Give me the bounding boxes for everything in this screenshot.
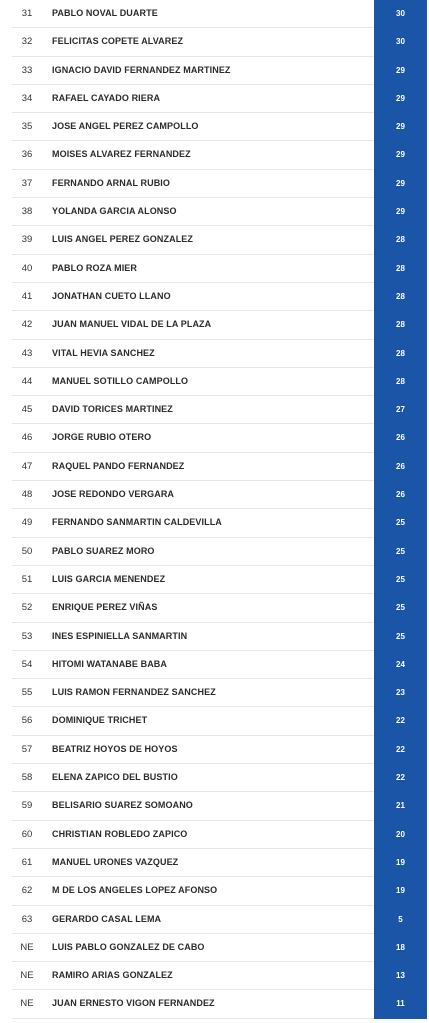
player-name-cell: RAQUEL PANDO FERNANDEZ bbox=[52, 460, 185, 471]
table-row bbox=[12, 538, 427, 566]
player-name-cell: LUIS PABLO GONZALEZ DE CABO bbox=[52, 941, 205, 952]
points-cell: 19 bbox=[374, 877, 427, 905]
player-name-cell: VITAL HEVIA SANCHEZ bbox=[52, 347, 155, 358]
points-cell: 11 bbox=[374, 990, 427, 1018]
position-cell: 31 bbox=[21, 8, 33, 19]
points-cell: 30 bbox=[374, 0, 427, 28]
player-name-cell: JOSE REDONDO VERGARA bbox=[52, 489, 175, 500]
table-row bbox=[12, 934, 427, 962]
position-cell: 37 bbox=[21, 177, 33, 189]
player-name-cell: PABLO ROZA MIER bbox=[52, 262, 137, 273]
player-name-cell: MOISES ALVAREZ FERNANDEZ bbox=[52, 149, 191, 160]
player-name-cell: GERARDO CASAL LEMA bbox=[52, 913, 162, 924]
position-cell: 52 bbox=[21, 602, 33, 614]
player-name-cell: ELENA ZAPICO DEL BUSTIO bbox=[52, 772, 178, 783]
position-cell: NE bbox=[20, 998, 34, 1010]
table-row bbox=[12, 0, 427, 28]
table-row bbox=[12, 85, 427, 113]
position-cell: 51 bbox=[21, 573, 33, 585]
player-name-cell: M DE LOS ANGELES LOPEZ AFONSO bbox=[52, 885, 218, 896]
player-name-cell: BEATRIZ HOYOS DE HOYOS bbox=[52, 743, 178, 754]
points-cell: 25 bbox=[374, 594, 427, 622]
position-cell: 32 bbox=[21, 36, 33, 48]
points-cell: 20 bbox=[374, 821, 427, 849]
player-name-cell: JORGE RUBIO OTERO bbox=[52, 432, 152, 443]
points-cell: 26 bbox=[374, 453, 427, 481]
points-cell: 25 bbox=[374, 566, 427, 594]
points-cell: 27 bbox=[374, 396, 427, 424]
points-cell: 29 bbox=[374, 113, 427, 141]
points-cell: 30 bbox=[374, 28, 427, 56]
table-row bbox=[12, 28, 427, 56]
player-name-cell: FERNANDO ARNAL RUBIO bbox=[52, 177, 170, 188]
player-name-cell: YOLANDA GARCIA ALONSO bbox=[52, 206, 177, 217]
points-cell: 21 bbox=[374, 792, 427, 820]
table-row bbox=[12, 962, 427, 990]
position-cell: 45 bbox=[21, 404, 33, 416]
player-name-cell: MANUEL SOTILLO CAMPOLLO bbox=[52, 375, 189, 386]
table-row bbox=[12, 255, 427, 283]
table-row bbox=[12, 396, 427, 424]
points-cell: 28 bbox=[374, 340, 427, 368]
player-name-cell: JUAN MANUEL VIDAL DE LA PLAZA bbox=[52, 319, 212, 330]
table-row bbox=[12, 424, 427, 452]
position-cell: 39 bbox=[21, 234, 33, 246]
points-cell: 29 bbox=[374, 85, 427, 113]
points-cell: 29 bbox=[374, 170, 427, 198]
position-cell: 55 bbox=[21, 687, 33, 699]
position-cell: 53 bbox=[21, 630, 33, 642]
position-cell: 48 bbox=[21, 489, 33, 501]
player-name-cell: LUIS GARCIA MENENDEZ bbox=[52, 573, 166, 584]
table-row bbox=[12, 198, 427, 226]
points-cell: 29 bbox=[374, 57, 427, 85]
position-cell: 44 bbox=[21, 375, 33, 387]
table-row bbox=[12, 792, 427, 820]
table-row bbox=[12, 226, 427, 254]
table-row bbox=[12, 736, 427, 764]
position-cell: 41 bbox=[21, 290, 33, 302]
table-row bbox=[12, 481, 427, 509]
points-cell: 23 bbox=[374, 679, 427, 707]
points-cell: 19 bbox=[374, 849, 427, 877]
position-cell: 47 bbox=[21, 460, 33, 472]
points-cell: 25 bbox=[374, 623, 427, 651]
table-row bbox=[12, 990, 427, 1018]
player-name-cell: MANUEL URONES VAZQUEZ bbox=[52, 856, 179, 867]
position-cell: 42 bbox=[21, 319, 33, 331]
position-cell: 61 bbox=[21, 856, 33, 868]
player-name-cell: RAMIRO ARIAS GONZALEZ bbox=[52, 970, 173, 981]
points-cell: 26 bbox=[374, 481, 427, 509]
points-cell: 24 bbox=[374, 651, 427, 679]
player-name-cell: DAVID TORICES MARTINEZ bbox=[52, 404, 173, 415]
table-row bbox=[12, 340, 427, 368]
table-row bbox=[12, 764, 427, 792]
table-row bbox=[12, 679, 427, 707]
position-cell: 60 bbox=[21, 828, 33, 840]
player-name-cell: CHRISTIAN ROBLEDO ZAPICO bbox=[52, 828, 188, 839]
points-cell: 29 bbox=[374, 141, 427, 169]
player-name-cell: IGNACIO DAVID FERNANDEZ MARTINEZ bbox=[52, 64, 231, 75]
points-cell: 29 bbox=[374, 198, 427, 226]
position-cell: 40 bbox=[21, 262, 33, 274]
points-cell: 28 bbox=[374, 226, 427, 254]
position-cell: 58 bbox=[21, 772, 33, 784]
position-cell: 63 bbox=[21, 913, 33, 925]
table-row bbox=[12, 453, 427, 481]
points-cell: 28 bbox=[374, 255, 427, 283]
points-cell: 22 bbox=[374, 736, 427, 764]
table-row bbox=[12, 566, 427, 594]
position-cell: 33 bbox=[21, 64, 33, 76]
points-cell: 13 bbox=[374, 962, 427, 990]
position-cell: 62 bbox=[21, 885, 33, 897]
position-cell: 57 bbox=[21, 743, 33, 755]
points-cell: 5 bbox=[374, 906, 427, 934]
position-cell: 34 bbox=[21, 92, 33, 104]
standings-table bbox=[12, 0, 427, 1019]
position-cell: 36 bbox=[21, 149, 33, 161]
points-cell: 25 bbox=[374, 509, 427, 537]
table-row bbox=[12, 57, 427, 85]
points-cell: 25 bbox=[374, 538, 427, 566]
position-cell: 54 bbox=[21, 658, 33, 670]
player-name-cell: PABLO SUAREZ MORO bbox=[52, 545, 155, 556]
position-cell: 59 bbox=[21, 800, 33, 812]
player-name-cell: LUIS RAMON FERNANDEZ SANCHEZ bbox=[52, 687, 216, 698]
position-cell: NE bbox=[20, 970, 34, 982]
position-cell: NE bbox=[20, 941, 34, 953]
points-cell: 28 bbox=[374, 311, 427, 339]
table-row bbox=[12, 821, 427, 849]
table-row bbox=[12, 877, 427, 905]
player-name-cell: ENRIQUE PEREZ VIÑAS bbox=[52, 602, 158, 613]
position-cell: 43 bbox=[21, 347, 33, 359]
player-name-cell: PABLO NOVAL DUARTE bbox=[52, 8, 158, 18]
table-row bbox=[12, 141, 427, 169]
player-name-cell: FERNANDO SANMARTIN CALDEVILLA bbox=[52, 517, 222, 528]
points-cell: 18 bbox=[374, 934, 427, 962]
table-row bbox=[12, 311, 427, 339]
player-name-cell: INES ESPINIELLA SANMARTIN bbox=[52, 630, 188, 641]
points-cell: 28 bbox=[374, 283, 427, 311]
points-cell: 28 bbox=[374, 368, 427, 396]
player-name-cell: JUAN ERNESTO VIGON FERNANDEZ bbox=[52, 998, 215, 1009]
table-row bbox=[12, 849, 427, 877]
table-row bbox=[12, 283, 427, 311]
table-row bbox=[12, 623, 427, 651]
points-cell: 26 bbox=[374, 424, 427, 452]
position-cell: 50 bbox=[21, 545, 33, 557]
table-row bbox=[12, 906, 427, 934]
position-cell: 56 bbox=[21, 715, 33, 727]
table-row bbox=[12, 707, 427, 735]
player-name-cell: DOMINIQUE TRICHET bbox=[52, 715, 148, 726]
table-row bbox=[12, 368, 427, 396]
table-row bbox=[12, 594, 427, 622]
position-cell: 38 bbox=[21, 206, 33, 218]
player-name-cell: FELICITAS COPETE ALVAREZ bbox=[52, 36, 184, 47]
player-name-cell: BELISARIO SUAREZ SOMOANO bbox=[52, 800, 193, 811]
table-row bbox=[12, 170, 427, 198]
points-cell: 22 bbox=[374, 707, 427, 735]
player-name-cell: RAFAEL CAYADO RIERA bbox=[52, 92, 161, 103]
table-row bbox=[12, 113, 427, 141]
player-name-cell: LUIS ANGEL PEREZ GONZALEZ bbox=[52, 234, 194, 245]
points-cell: 22 bbox=[374, 764, 427, 792]
player-name-cell: HITOMI WATANABE BABA bbox=[52, 658, 167, 669]
player-name-cell: JOSE ANGEL PEREZ CAMPOLLO bbox=[52, 121, 199, 132]
position-cell: 49 bbox=[21, 517, 33, 529]
position-cell: 46 bbox=[21, 432, 33, 444]
table-row bbox=[12, 651, 427, 679]
position-cell: 35 bbox=[21, 121, 33, 133]
table-row bbox=[12, 509, 427, 537]
player-name-cell: JONATHAN CUETO LLANO bbox=[52, 290, 171, 301]
